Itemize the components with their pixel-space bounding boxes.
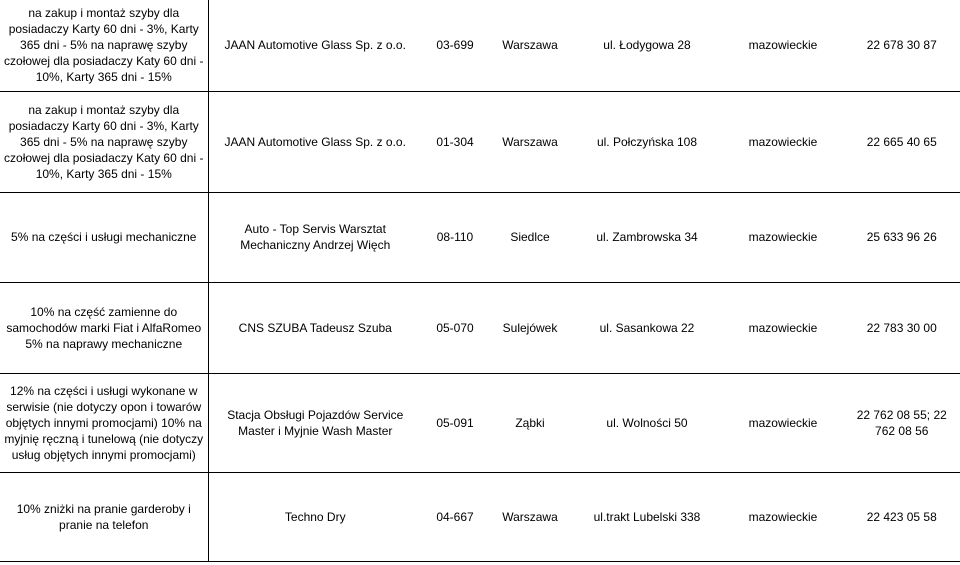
city-cell: Warszawa <box>502 509 558 524</box>
city-cell: Sulejówek <box>502 320 558 335</box>
phone-cell: 22 678 30 87 <box>844 0 960 91</box>
region-cell: mazowieckie <box>748 415 818 430</box>
table-row <box>0 282 960 373</box>
table-row <box>0 192 960 282</box>
region-cell: mazowieckie <box>748 320 818 335</box>
region-cell: mazowieckie <box>748 509 818 524</box>
company-cell: Techno Dry <box>284 509 346 524</box>
street-cell: ul.trakt Lubelski 338 <box>593 509 701 524</box>
region-cell: mazowieckie <box>748 38 818 53</box>
table-row <box>0 472 960 561</box>
phone-cell: 22 762 08 55; 22 762 08 56 <box>844 373 960 472</box>
company-cell: JAAN Automotive Glass Sp. z o.o. <box>224 134 406 149</box>
discount-cell: 10% na część zamienne do samochodów marki Fiat i AlfaRomeo 5% na naprawy mechaniczne <box>0 282 208 373</box>
table-row <box>0 91 960 192</box>
street-cell: ul. Wolności 50 <box>606 415 688 430</box>
zip-cell: 05-091 <box>436 415 474 430</box>
zip-cell: 04-667 <box>436 509 474 524</box>
city-cell: Siedlce <box>510 230 550 244</box>
phone-cell: 22 423 05 58 <box>844 472 960 561</box>
street-cell: ul. Zambrowska 34 <box>596 230 698 244</box>
region-cell: mazowieckie <box>748 134 818 149</box>
city-cell: Warszawa <box>502 38 558 53</box>
table-row <box>0 373 960 472</box>
zip-cell: 08-110 <box>436 230 474 244</box>
discount-cell: na zakup i montaż szyby dla posiadaczy Karty 60 dni - 3%, Karty 365 dni - 5% na naprawę szyby czołowej dla posiadaczy Katy 60 dni - 10%, Karty 365 dni - 15% <box>0 0 208 91</box>
discount-cell: na zakup i montaż szyby dla posiadaczy Karty 60 dni - 3%, Karty 365 dni - 5% na naprawę szyby czołowej dla posiadaczy Katy 60 dni - 10%, Karty 365 dni - 15% <box>0 91 208 192</box>
zip-cell: 05-070 <box>436 320 474 335</box>
discount-cell: 5% na części i usługi mechaniczne <box>0 192 208 282</box>
phone-cell: 22 665 40 65 <box>844 91 960 192</box>
table-row <box>0 0 960 91</box>
city-cell: Ząbki <box>515 415 545 430</box>
zip-cell: 01-304 <box>436 134 474 149</box>
phone-cell: 25 633 96 26 <box>844 192 960 282</box>
company-cell: Stacja Obsługi Pojazdów Service Master i Myjnie Wash Master <box>227 407 404 438</box>
discount-cell: 12% na części i usługi wykonane w serwisie (nie dotyczy opon i towarów objętych innymi promocjami) 10% na myjnię ręczną i tunelową (nie dotyczy usług objętych innymi promocjami) <box>0 373 208 472</box>
street-cell: ul. Połczyńska 108 <box>596 134 698 149</box>
company-cell: CNS SZUBA Tadeusz Szuba <box>238 320 392 335</box>
street-cell: ul. Łodygowa 28 <box>603 38 691 53</box>
zip-cell: 03-699 <box>436 38 474 53</box>
street-cell: ul. Sasankowa 22 <box>599 320 695 335</box>
region-cell: mazowieckie <box>748 230 818 244</box>
company-cell: JAAN Automotive Glass Sp. z o.o. <box>224 38 406 53</box>
phone-cell: 22 783 30 00 <box>844 282 960 373</box>
company-cell: Auto - Top Servis Warsztat Mechaniczny Andrzej Więch <box>240 222 391 252</box>
discount-cell: 10% zniżki na pranie garderoby i pranie na telefon <box>0 472 208 561</box>
city-cell: Warszawa <box>502 134 558 149</box>
